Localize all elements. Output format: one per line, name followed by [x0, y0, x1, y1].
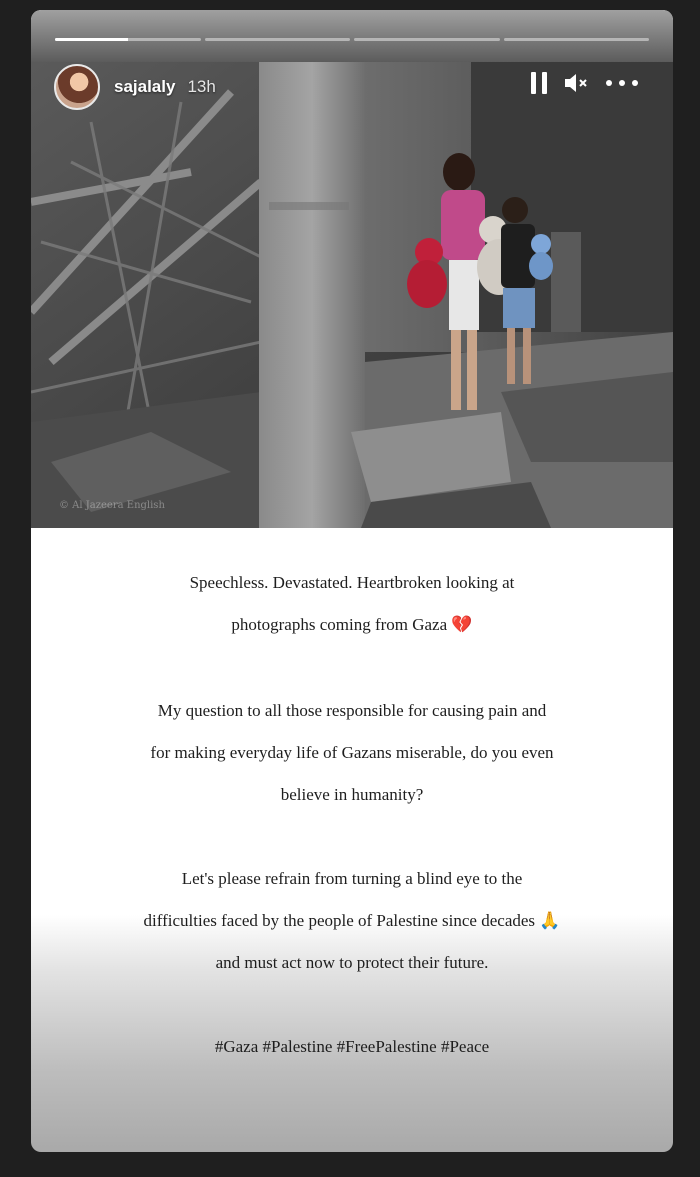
story-caption [31, 528, 673, 1068]
caption-line: and must act now to protect their future. [215, 953, 489, 972]
story-photo [31, 62, 673, 528]
caption-line [31, 604, 673, 646]
caption-line: My question to all those responsible for causing pain and [157, 701, 547, 720]
caption-line: for making everyday life of Gazans miserable, do you even [150, 743, 554, 762]
story-controls [531, 72, 639, 94]
story-card[interactable] [31, 10, 673, 1152]
progress-segment [504, 38, 650, 41]
hashtags[interactable]: #Gaza #Palestine #FreePalestine #Peace [214, 1037, 490, 1056]
progress-segment [205, 38, 351, 41]
photo-watermark: © Al Jazeera English [59, 500, 165, 511]
username[interactable]: sajalaly [114, 77, 176, 96]
pause-icon[interactable] [531, 72, 547, 94]
story-top-band [31, 10, 673, 62]
avatar[interactable] [54, 64, 100, 110]
caption-line [31, 900, 673, 942]
caption-line: Speechless. Devastated. Heartbroken looking at [189, 573, 515, 592]
praying-hands-icon: 🙏 [539, 911, 561, 931]
progress-segment [354, 38, 500, 41]
caption-line: Let's please refrain from turning a blind eye to the [181, 869, 523, 888]
post-time: 13h [187, 77, 216, 96]
broken-heart-icon: 💔 [451, 615, 473, 635]
mute-icon[interactable] [563, 72, 589, 94]
more-icon[interactable] [605, 79, 639, 87]
caption-line: believe in humanity? [280, 785, 424, 804]
caption-text: photographs coming from Gaza [231, 615, 448, 634]
progress-segment [55, 38, 201, 41]
story-progress-bar [55, 38, 649, 41]
caption-text: difficulties faced by the people of Palestine since decades [143, 911, 536, 930]
